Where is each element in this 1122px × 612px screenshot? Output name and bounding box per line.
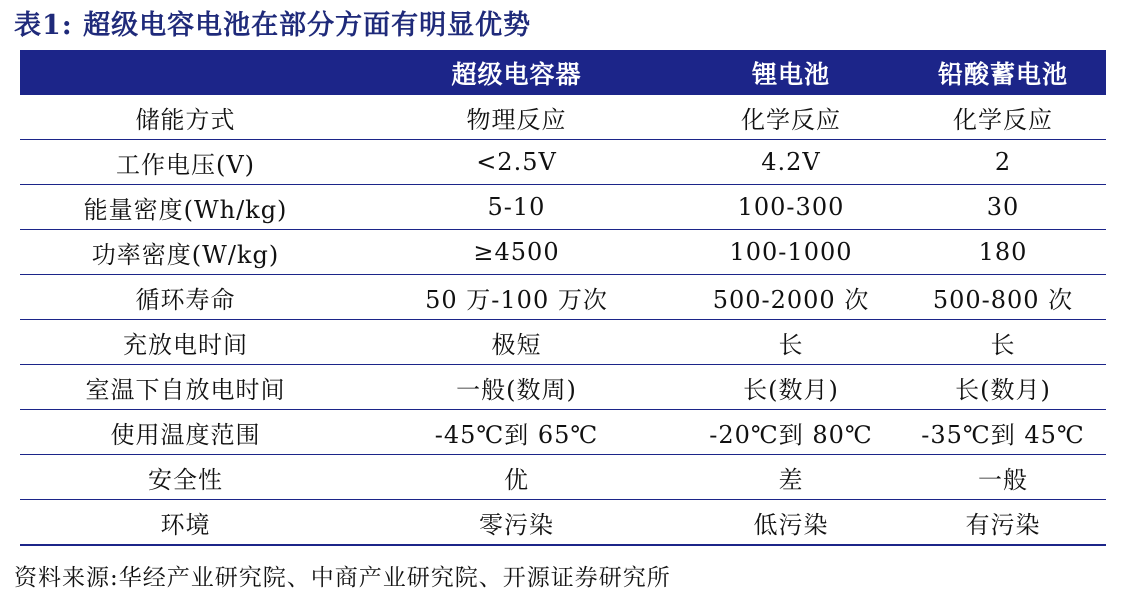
table-cell: 500-800 次 [900,275,1106,320]
table-cell: 100-300 [682,185,900,230]
header-cell-lead-acid-battery: 铅酸蓄电池 [937,59,1068,89]
table-row [20,410,1106,455]
row-label-cell: 安全性 [20,455,351,500]
table-cell: 一般(数周) [351,365,682,410]
table-row [20,230,1106,275]
table-cell: 30 [900,185,1106,230]
source-note: 资料来源:华经产业研究院、中商产业研究院、开源证券研究所 [14,565,671,591]
table-cell: 极短 [351,320,682,365]
table-row [20,275,1106,320]
row-label-cell: 环境 [20,500,351,546]
table-row [20,140,1106,185]
table-cell: 50 万-100 万次 [351,275,682,320]
table-cell: 长(数月) [900,365,1106,410]
table-cell: 4.2V [682,140,900,185]
table-cell: -45℃到 65℃ [351,410,682,455]
header-cell-0 [20,50,351,95]
table-cell: 5-10 [351,185,682,230]
table-row [20,455,1106,500]
comparison-table-container [20,50,1106,546]
table-cell: 180 [900,230,1106,275]
table-cell: 长(数月) [682,365,900,410]
table-cell: 有污染 [900,500,1106,546]
row-label-cell: 充放电时间 [20,320,351,365]
page-title: 表1: 超级电容电池在部分方面有明显优势 [14,10,532,41]
table-cell: 物理反应 [351,95,682,140]
row-label-cell: 使用温度范围 [20,410,351,455]
comparison-table [20,50,1106,546]
row-label-cell: 循环寿命 [20,275,351,320]
table-cell: 长 [900,320,1106,365]
table-cell: 化学反应 [900,95,1106,140]
row-label-cell: 工作电压(V) [20,140,351,185]
table-cell: 零污染 [351,500,682,546]
table-body [20,95,1106,545]
table-row [20,185,1106,230]
table-cell: 优 [351,455,682,500]
header-cell-lithium-battery: 锂电池 [751,59,830,89]
table-cell: 低污染 [682,500,900,546]
row-label-cell: 储能方式 [20,95,351,140]
table-cell: 化学反应 [682,95,900,140]
table-row [20,500,1106,546]
row-label-cell: 室温下自放电时间 [20,365,351,410]
table-cell: -35℃到 45℃ [900,410,1106,455]
table-cell: 100-1000 [682,230,900,275]
header-cell-supercapacitor: 超级电容器 [451,59,582,89]
header-row [20,50,1106,95]
table-cell: -20℃到 80℃ [682,410,900,455]
table-row [20,365,1106,410]
table-cell: 500-2000 次 [682,275,900,320]
row-label-cell: 功率密度(W/kg) [20,230,351,275]
table-cell: ≥4500 [351,230,682,275]
table-cell: 一般 [900,455,1106,500]
table-cell: 长 [682,320,900,365]
table-header [20,50,1106,95]
table-row [20,320,1106,365]
row-label-cell: 能量密度(Wh/kg) [20,185,351,230]
table-cell: 2 [900,140,1106,185]
table-row [20,95,1106,140]
table-cell: <2.5V [351,140,682,185]
table-cell: 差 [682,455,900,500]
